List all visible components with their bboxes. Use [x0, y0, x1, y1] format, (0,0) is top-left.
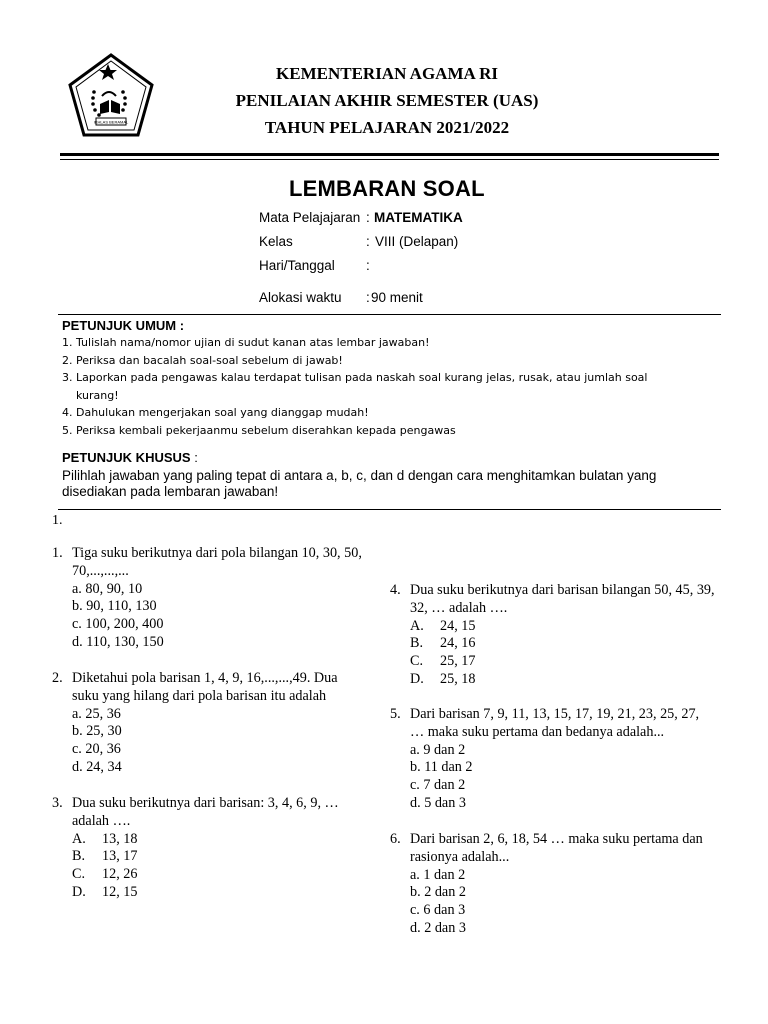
option-a[interactable]: a. 9 dan 2 — [410, 741, 466, 758]
option-c[interactable]: c. 20, 36 — [72, 741, 121, 758]
option-b[interactable]: b. 2 dan 2 — [410, 884, 466, 901]
specific-instructions-text: Pilihlah jawaban yang paling tepat di antara a, b, c, dan d dengan cara menghitamkan bulatan yang disediakan pada lembaran jawaban! — [62, 468, 657, 499]
option-list — [72, 581, 372, 652]
question-number: 4. — [390, 582, 401, 598]
option-b[interactable]: b. 11 dan 2 — [410, 759, 473, 776]
general-instructions-title: PETUNJUK UMUM : — [62, 318, 185, 333]
option-d[interactable]: D. 12, 15 — [72, 883, 138, 900]
question-1 — [52, 545, 372, 652]
question-number: 2. — [52, 670, 63, 686]
option-b[interactable]: b. 25, 30 — [72, 723, 122, 740]
question-4 — [390, 582, 720, 689]
info-class — [259, 233, 459, 251]
time-label: Alokasi waktu — [259, 290, 342, 305]
list-item: 3. Laporkan pada pengawas kalau terdapat tulisan pada naskah soal kurang jelas, rusak, atau jumlah soal kurang! — [62, 371, 648, 402]
list-item: 5. Periksa kembali pekerjaanmu sebelum diserahkan kepada pengawas — [62, 423, 456, 437]
option-d[interactable]: D. 25, 18 — [410, 670, 476, 687]
date-label: Hari/Tanggal — [259, 258, 335, 273]
class-value: VIII (Delapan) — [375, 234, 459, 249]
option-a[interactable]: A. 24, 15 — [410, 617, 476, 634]
specific-instructions-title: PETUNJUK KHUSUS : — [62, 450, 198, 465]
option-list — [410, 618, 720, 689]
option-list — [410, 742, 710, 813]
stray-number: 1. — [52, 513, 63, 528]
option-d[interactable]: d. 2 dan 3 — [410, 919, 466, 936]
time-sep: : — [366, 290, 370, 305]
list-item: 2. Periksa dan bacalah soal-soal sebelum di jawab! — [62, 353, 343, 367]
info-subject — [259, 209, 463, 227]
option-c[interactable]: c. 100, 200, 400 — [72, 616, 164, 633]
subject-sep: : — [366, 210, 370, 225]
option-c[interactable]: c. 6 dan 3 — [410, 902, 466, 919]
option-list — [72, 831, 372, 902]
header-exam: PENILAIAN AKHIR SEMESTER (UAS) — [235, 91, 539, 110]
date-sep: : — [366, 258, 370, 273]
question-number: 5. — [390, 706, 401, 722]
option-a[interactable]: A. 13, 18 — [72, 830, 138, 847]
list-item: 4. Dahulukan mengerjakan soal yang dianggap mudah! — [62, 406, 369, 419]
question-stem: Dari barisan 7, 9, 11, 13, 15, 17, 19, 21, 23, 25, 27, … maka suku pertama dan bedanya adalah... — [410, 706, 700, 740]
general-instructions-list — [62, 334, 702, 439]
time-value: 90 menit — [371, 290, 423, 305]
question-number: 1. — [52, 545, 63, 561]
header-rule-thick — [60, 153, 719, 156]
instructions-box — [58, 314, 721, 510]
question-number: 6. — [390, 831, 401, 847]
question-number: 3. — [52, 795, 63, 811]
subject-value: MATEMATIKA — [374, 210, 463, 225]
option-b[interactable]: b. 90, 110, 130 — [72, 598, 157, 615]
question-2 — [52, 670, 364, 777]
document-header — [232, 60, 542, 141]
logo-ribbon-text: IKHLAS BERAMAL — [93, 119, 129, 125]
question-stem: Dari barisan 2, 6, 18, 54 … maka suku pertama dan rasionya adalah... — [410, 831, 703, 865]
header-rule-thin — [60, 159, 719, 160]
option-c[interactable]: C. 12, 26 — [72, 866, 138, 883]
class-sep: : — [366, 234, 370, 249]
question-3 — [52, 795, 372, 902]
ministry-emblem-logo — [66, 52, 156, 142]
info-date — [259, 257, 370, 275]
option-b[interactable]: B. 24, 16 — [410, 635, 476, 652]
header-year: TAHUN PELAJARAN 2021/2022 — [264, 118, 510, 137]
option-c[interactable]: C. 25, 17 — [410, 653, 476, 670]
question-5 — [390, 706, 710, 813]
class-label: Kelas — [259, 234, 293, 249]
info-time — [259, 289, 423, 307]
option-a[interactable]: a. 25, 36 — [72, 705, 121, 722]
subject-label: Mata Pelajajaran — [259, 210, 361, 225]
option-d[interactable]: d. 24, 34 — [72, 758, 122, 775]
option-a[interactable]: a. 80, 90, 10 — [72, 580, 143, 597]
option-c[interactable]: c. 7 dan 2 — [410, 777, 466, 794]
question-stem: Dua suku berikutnya dari barisan bilangan 50, 45, 39, 32, … adalah …. — [410, 582, 715, 616]
question-stem: Tiga suku berikutnya dari pola bilangan 10, 30, 50, 70,...,...,... — [72, 545, 362, 579]
option-list — [72, 706, 364, 777]
option-d[interactable]: d. 5 dan 3 — [410, 794, 466, 811]
option-list — [410, 867, 710, 938]
question-6 — [390, 831, 710, 938]
list-item: 1. Tulislah nama/nomor ujian di sudut kanan atas lembar jawaban! — [62, 336, 430, 349]
option-a[interactable]: a. 1 dan 2 — [410, 866, 466, 883]
option-b[interactable]: B. 13, 17 — [72, 848, 138, 865]
question-stem: Dua suku berikutnya dari barisan: 3, 4, 6, 9, … adalah …. — [72, 795, 339, 829]
header-ministry: KEMENTERIAN AGAMA RI — [276, 64, 498, 83]
sheet-title: LEMBARAN SOAL — [289, 176, 485, 201]
option-d[interactable]: d. 110, 130, 150 — [72, 633, 164, 650]
question-stem: Diketahui pola barisan 1, 4, 9, 16,...,...,49. Dua suku yang hilang dari pola barisan itu adalah — [72, 670, 338, 704]
